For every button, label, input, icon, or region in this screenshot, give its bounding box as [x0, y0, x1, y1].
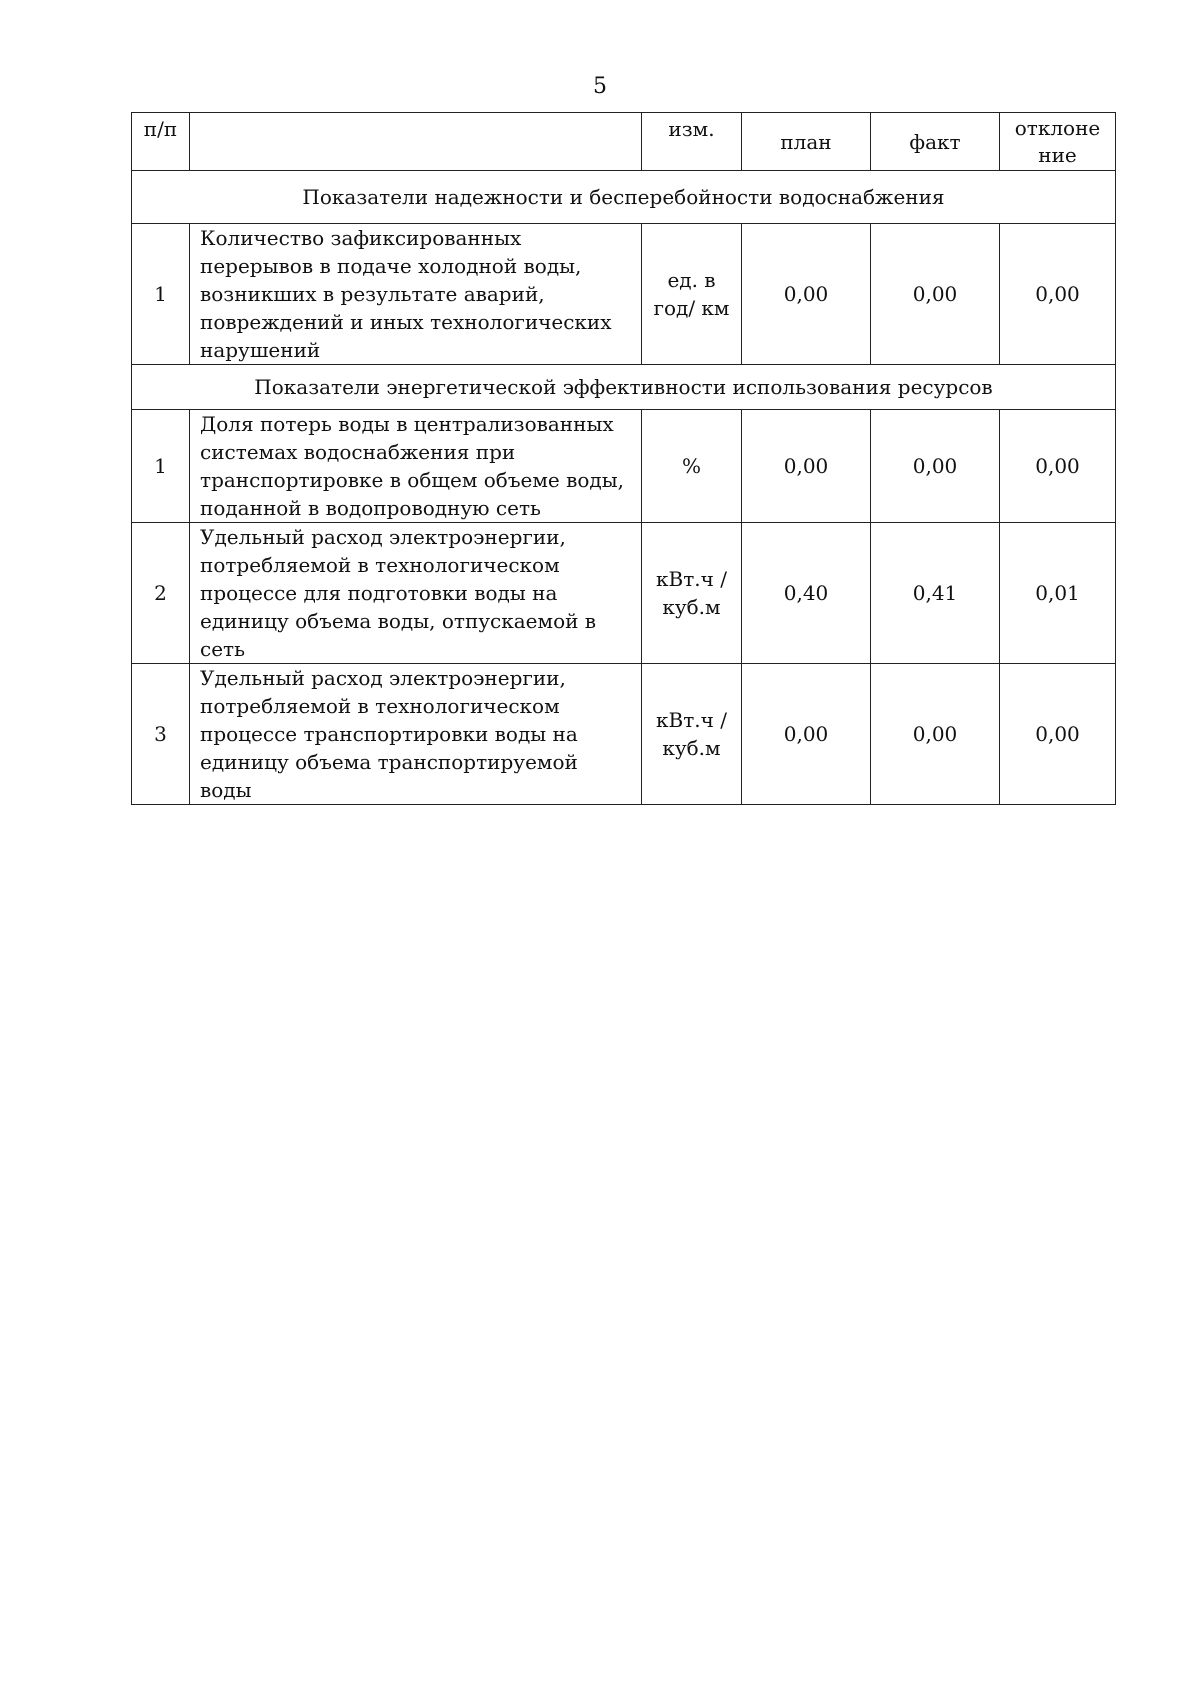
indicators-table [131, 112, 1116, 805]
row-plan: 0,00 [742, 224, 871, 365]
header-plan: план [742, 113, 871, 171]
row-name: Доля потерь воды в централизованных системах водоснабжения при транспортировке в общем объеме воды, поданной в водопроводную сеть [190, 410, 642, 523]
header-fact: факт [871, 113, 1000, 171]
row-deviation: 0,00 [1000, 410, 1116, 523]
row-fact: 0,41 [871, 523, 1000, 664]
row-deviation: 0,01 [1000, 523, 1116, 664]
row-number: 1 [132, 224, 190, 365]
header-deviation-label: отклоне ние [1014, 115, 1101, 167]
row-name: Удельный расход электроэнергии, потребляемой в технологическом процессе транспортировки воды на единицу объема транспортируемой воды [190, 664, 642, 805]
page-number: 5 [593, 74, 607, 99]
section-row-energy [132, 365, 1116, 410]
header-unit: изм. [642, 113, 742, 171]
row-fact: 0,00 [871, 664, 1000, 805]
section-title: Показатели энергетической эффективности использования ресурсов [132, 365, 1116, 410]
row-fact: 0,00 [871, 410, 1000, 523]
header-deviation [1000, 113, 1116, 171]
row-plan: 0,40 [742, 523, 871, 664]
row-plan: 0,00 [742, 410, 871, 523]
row-number: 2 [132, 523, 190, 664]
header-number: п/п [132, 113, 190, 171]
row-name: Удельный расход электроэнергии, потребляемой в технологическом процессе для подготовки воды на единицу объема воды, отпускаемой в сеть [190, 523, 642, 664]
row-unit: кВт.ч / куб.м [642, 523, 742, 664]
row-number: 3 [132, 664, 190, 805]
row-unit: ед. в год/ км [642, 224, 742, 365]
row-deviation: 0,00 [1000, 664, 1116, 805]
section-title: Показатели надежности и бесперебойности водоснабжения [132, 171, 1116, 224]
row-fact: 0,00 [871, 224, 1000, 365]
row-name: Количество зафиксированных перерывов в подаче холодной воды, возникших в результате аварий, повреждений и иных технологических нарушений [190, 224, 642, 365]
row-unit: % [642, 410, 742, 523]
table-row [132, 664, 1116, 805]
table-row [132, 523, 1116, 664]
row-plan: 0,00 [742, 664, 871, 805]
table-row [132, 410, 1116, 523]
row-number: 1 [132, 410, 190, 523]
row-unit: кВт.ч / куб.м [642, 664, 742, 805]
section-row-reliability [132, 171, 1116, 224]
row-deviation: 0,00 [1000, 224, 1116, 365]
table-header-row [132, 113, 1116, 171]
header-name [190, 113, 642, 171]
table-row [132, 224, 1116, 365]
